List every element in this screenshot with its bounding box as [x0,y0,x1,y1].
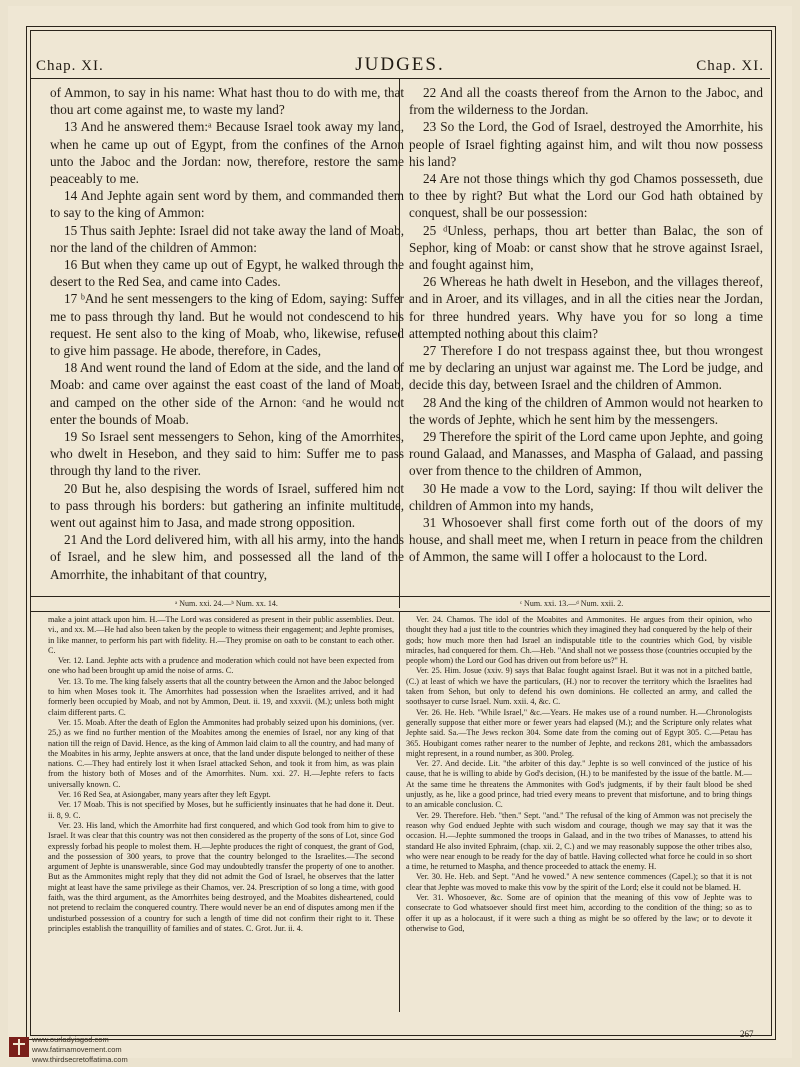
verse: 13 And he answered them:ᵃ Because Israel took away my land, when he came up out of Egypt, from the confines of the Arnon unto the Jaboc and the Jordan: now, therefore, restore the same peaceably to me. [50,119,404,187]
commentary-note: Ver. 25. Him. Josue (xxiv. 9) says that Balac fought against Israel. But it was not in a pitched battle, (C.) at least of which we have the particulars, (H.) nor to recover the territory which the Israelites had taken from Sehon, but only to defend his own dominions. He collected an army, and called the soothsayer to curse Israel. Num. xxii. 4, &c. C. [406,666,752,707]
verse: 27 Therefore I do not trespass against thee, but thou wrongest me by declaring an unjust war against me. The Lord be judge, and decide this day, between Israel and the children of Ammon. [409,343,763,393]
commentary-note: Ver. 29. Therefore. Heb. "then." Sept. "and." The refusal of the king of Ammon was not precisely the reason why God endued Jephte with such wisdom and courage, though we may say that it was the occasion. H.—Jephte summoned the troops in Galaad, and in the two tribes of Manasses, to attend his standard He also invited Ephraim, (chap. xii. 2, C.) and we may reasonably suppose the other tribes also, who were near enough to be ready for the day of battle. Having collected what force he could in so short a time, he returned to Maspha, and thence proceeded to attack the enemy. H. [406,810,752,872]
url-link[interactable]: www.fatimamovement.com [32,1045,122,1054]
book-title: JUDGES. [355,54,445,75]
verse: 20 But he, also despising the words of Israel, suffered him not to pass through his borders: but gathering an infinite multitude, went out against him to Jasa, and made strong opposition. [50,480,404,531]
verse: 31 Whosoever shall first come forth out of the doors of my house, and shall meet me, when I return in peace from the children of Ammon, the same will I offer a holocaust to the Lord. [409,515,763,565]
verse: 24 Are not those things which thy god Chamos possesseth, due to thee by right? But what the Lord our God hath obtained by conquest, shall be our possession: [409,171,763,221]
footnote-rule-right [399,596,770,597]
commentary-note: make a joint attack upon him. H.—The Lord was considered as present in their public assemblies. Deut. vi., and xx. M.—He had also been taken by the people to witness their engagement; and Jephte promises, in like manner, to perform his part with fidelity. H.—They promise on oath to be constant to each other. C. [48,615,394,655]
verse: of Ammon, to say in his name: What hast thou to do with me, that thou art come against me, to waste my land? [50,85,404,118]
verse: 17 ᵇAnd he sent messengers to the king of Edom, saying: Suffer me to pass through thy land. But he would not condescend to his request. He sent also to the king of Moab, who, likewise, refused to give him passage. He abode, therefore, in Cades, [50,291,404,359]
seal-icon [8,1036,30,1058]
verse: 22 And all the coasts thereof from the Arnon to the Jaboc, and from the wilderness to the Jordan. [409,85,763,118]
verse: 28 And the king of the children of Ammon would not hearken to the words of Jephte, which he sent him by the messengers. [409,394,763,427]
commentary-note: Ver. 15. Moab. After the death of Eglon the Ammonites had probably seized upon his dominions, (ver. 25,) as we find no further mention of the Moabites among the enemies of Israel, nor any king of that nation till the reign of David. Hence, as the king of Ammon laid claim to all the country, and had many of the Moabites in his army, Jephte answers at once, that the land under dispute belonged to neither of these nations. C.—They had entirely lost it when Israel attacked Sehon, and took it from him, as was plain from the history both of Moses and of the Amorrhites. Num. xxi. 27. H.—Jephte refers to facts universally known. C. [48,717,394,789]
header-rule [30,78,770,79]
verse: 15 Thus saith Jephte: Israel did not take away the land of Moab, nor the land of the children of Ammon: [50,222,404,255]
commentary-note: Ver. 30. He. Heb. and Sept. "And he vowed." A new sentence commences (Capel.); so that it is not clear that Jephte was moved to make this vow by the spirit of the Lord; else it could not be blamed. H. [406,872,752,892]
commentary-note: Ver. 16 Red Sea, at Asiongaber, many years after they left Egypt. [58,790,271,800]
footnote-rule-left [30,596,399,597]
commentary-note: Ver. 23. His land, which the Amorrhite had first conquered, and which God took from him to give to Israel. It was clear that this country was not then considered as the property of the sons of Lot, since God expressly forbad his people to molest them. H.—Jephte produces the right of conquest, the grant of God, and the possession of 300 years, to prove that the country belonged to the Israelites.—The second argument of Jephte is unanswerable, since God may undoubtedly transfer the property of one to another. But as the Ammonites might reply that they did not admit the God of Israel, he observes that the latter might at least have the same privilege as their Chamos, ver. 24. Prescription of so long a time, with good faith, was the third argument, as the Amorrhites being destroyed, and the Moabites disheartened, could not pretend to reclaim the conquered country. There would never be an end of disputes among men if the undisturbed possession of a country for such a length of time did not confirm their right to it. These principles establish the tranquillity of families and of states. C. Grot. Jur. ii. 4. [48,820,394,933]
verse: 16 But when they came up out of Egypt, he walked through the desert to the Red Sea, and came into Cades. [50,257,404,290]
commentary-notes-right [406,615,752,934]
verse: 21 And the Lord delivered him, with all his army, into the hands of Israel, and he slew him, and possessed all the land of the Amorrhite, the inhabitant of that country, [50,532,404,582]
verse: 26 Whereas he hath dwelt in Hesebon, and the villages thereof, and in Aroer, and its villages, and in all the cities near the Jordan, for three hundred years. Why have you for so long a time attempted nothing about this claim? [409,274,763,341]
commentary-note: Ver. 31. Whosoever, &c. Some are of opinion that the meaning of this vow of Jephte was to consecrate to God whatsoever should first meet him, according to the condition of the thing; so as to offer it up as a holocaust, if it were such a thing as might be so offered by the law; or to devote it otherwise to God, [406,893,752,933]
commentary-note: Ver. 24. Chamos. The idol of the Moabites and Ammonites. He argues from their opinion, who thought they had a just title to the countries which they imagined they had conquered by the help of their gods; how much more then had Israel an indisputable title to the countries which God, by visible miracles, had conquered for them. Ch.—Heb. "And shall not we possess those (countries occupied by the people whom) the Lord our God has driven out from before us?" H. [406,615,752,666]
cross-reference-left: ᵃ Num. xxi. 24.—ᵇ Num. xx. 14. [175,599,278,608]
notes-rule [30,611,770,612]
commentary-note: Ver. 17 Moab. This is not specified by Moses, but he sufficiently insinuates that he had done it. Deut. ii. 8, 9. C. [48,800,394,820]
commentary-note: Ver. 26. He. Heb. "While Israel," &c.—Years. He makes use of a round number. H.—Chronologists generally suppose that either more or fewer years had elapsed (M.); and the Scripture only relates what Jephte said. Sa.—The Jews reckon 304. Some date from the coming out of Egypt 305. C.—Petau has 365. Houbigant comes rather nearer to the number of Jephte, and reckons 281, which the ambassadors might represent, in a round number, as 300. Proleg. [406,707,752,758]
chapter-label-left: Chap. XI. [36,58,104,74]
commentary-note: Ver. 27. And decide. Lit. "the arbiter of this day." Jephte is so well convinced of the justice of his cause, that he is willing to abide by God's decision, (H.) to be manifested by the issue of the battle. M.—At the same time he threatens the Ammonites with God's judgments, if by their fault blood be shed unjustly, as he, like a good prince, had tried every means to prevent that misfortune, and to bring things to an amicable conclusion. C. [406,759,752,810]
verse: 14 And Jephte again sent word by them, and commanded them to say to the king of Ammon: [50,188,404,221]
verse: 25 ᵈUnless, perhaps, thou art better than Balac, the son of Sephor, king of Moab: or canst show that he strove against Israel, and fought against him, [409,222,763,273]
text-column-right [409,84,763,566]
verse: 19 So Israel sent messengers to Sehon, king of the Amorrhites, who dwelt in Hesebon, and they said to him: Suffer me to pass through thy land to the river. [50,429,404,479]
commentary-note: Ver. 13. To me. The king falsely asserts that all the country between the Arnon and the Jaboc belonged to him when Moses took it. The Amorrhites had possession when the Israelites arrived, and it had formerly been occupied by Moab, and not by Ammon, Deut. ii. 19, and xxxvii. (M.); unless both might claim different parts. C. [48,676,394,717]
url-link[interactable]: www.ourladyisgod.com [32,1035,109,1044]
url-link[interactable]: www.thirdsecretoffatima.com [32,1055,128,1064]
verse: 18 And went round the land of Edom at the side, and the land of Moab: and came over against the east coast of the land of Moab, and camped on the other side of the Arnon: ᶜand he would not enter the bounds of Moab. [50,360,404,427]
verse: 29 Therefore the spirit of the Lord came upon Jephte, and going round Galaad, and Manasses, and Maspha of Galaad, and passing over from thence to the children of Ammon, [409,429,763,479]
website-links [32,1035,128,1065]
text-column-left [50,84,404,583]
commentary-note: Ver. 12. Land. Jephte acts with a prudence and moderation which could not have been expected from one who had been brought up amid the noise of arms. C. [48,656,394,676]
commentary-notes-left [48,615,394,934]
chapter-label-right: Chap. XI. [696,58,764,74]
notes-divider [399,612,400,1012]
page-number: 267 [740,1029,754,1039]
verse: 23 So the Lord, the God of Israel, destroyed the Amorrhite, his people of Israel fighting against him, and wilt thou now possess his land? [409,119,763,169]
verse: 30 He made a vow to the Lord, saying: If thou wilt deliver the children of Ammon into my hands, [409,480,763,513]
cross-reference-right: ᶜ Num. xxi. 13.—ᵈ Num. xxii. 2. [520,599,624,608]
